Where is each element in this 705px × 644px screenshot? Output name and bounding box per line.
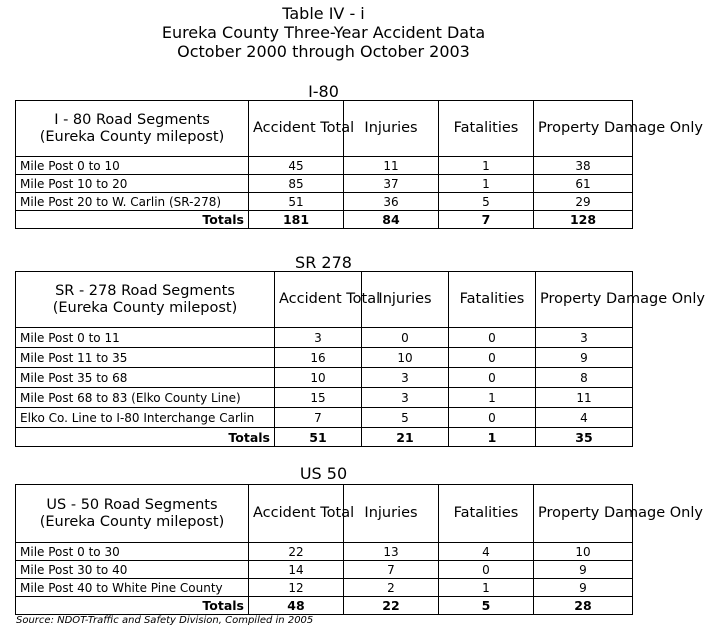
property-damage-cell: 61 [534, 175, 633, 193]
totals-row [16, 428, 633, 447]
header-injuries: Injuries [344, 485, 439, 543]
table-row [16, 561, 633, 579]
table-date-range: October 2000 through October 2003 [177, 42, 470, 61]
property-damage-cell: 11 [536, 388, 633, 408]
fatalities-cell: 1 [439, 579, 534, 597]
accident-total-cell: 15 [275, 388, 362, 408]
segment-header: I - 80 Road Segments (Eureka County milepost) [16, 101, 249, 157]
segment-cell: Mile Post 0 to 10 [16, 157, 249, 175]
injuries-sum: 22 [344, 597, 439, 615]
table-row [16, 543, 633, 561]
table-row [16, 348, 633, 368]
fatalities-sum: 7 [439, 211, 534, 229]
accident-total-cell: 16 [275, 348, 362, 368]
property-damage-cell: 9 [534, 579, 633, 597]
section-title-us50: US 50 [299, 464, 348, 483]
header-accident-total: Accident Total [249, 485, 344, 543]
header-property-damage: Property Damage Only [536, 272, 633, 328]
segment-cell: Mile Post 20 to W. Carlin (SR-278) [16, 193, 249, 211]
injuries-cell: 13 [344, 543, 439, 561]
section-title-sr278: SR 278 [295, 253, 352, 272]
property-damage-sum: 35 [536, 428, 633, 447]
table-row [16, 408, 633, 428]
segment-cell: Mile Post 11 to 35 [16, 348, 275, 368]
table-row [16, 328, 633, 348]
accident-total-cell: 10 [275, 368, 362, 388]
header-fatalities: Fatalities [439, 485, 534, 543]
segment-cell: Mile Post 40 to White Pine County [16, 579, 249, 597]
header-accident-total: Accident Total [249, 101, 344, 157]
injuries-sum: 21 [362, 428, 449, 447]
accident-total-sum: 181 [249, 211, 344, 229]
segment-cell: Mile Post 35 to 68 [16, 368, 275, 388]
injuries-cell: 5 [362, 408, 449, 428]
injuries-cell: 11 [344, 157, 439, 175]
header-row [16, 272, 633, 328]
accident-total-cell: 7 [275, 408, 362, 428]
fatalities-cell: 0 [449, 368, 536, 388]
injuries-cell: 7 [344, 561, 439, 579]
header-row [16, 485, 633, 543]
segment-cell: Mile Post 0 to 11 [16, 328, 275, 348]
header-injuries: Injuries [362, 272, 449, 328]
header-property-damage: Property Damage Only [534, 485, 633, 543]
table-us50 [15, 484, 703, 615]
header-property-damage: Property Damage Only [534, 101, 633, 157]
segment-cell: Mile Post 30 to 40 [16, 561, 249, 579]
accident-total-cell: 22 [249, 543, 344, 561]
table-i80 [15, 100, 703, 229]
injuries-cell: 10 [362, 348, 449, 368]
header-accident-total: Accident Total [275, 272, 362, 328]
table-row [16, 579, 633, 597]
table-row [16, 388, 633, 408]
totals-label: Totals [16, 211, 249, 229]
accident-total-sum: 48 [249, 597, 344, 615]
injuries-cell: 37 [344, 175, 439, 193]
totals-label: Totals [16, 428, 275, 447]
injuries-cell: 0 [362, 328, 449, 348]
accident-total-cell: 14 [249, 561, 344, 579]
header-injuries: Injuries [344, 101, 439, 157]
table-row [16, 157, 633, 175]
fatalities-cell: 0 [439, 561, 534, 579]
fatalities-cell: 1 [439, 175, 534, 193]
segment-cell: Mile Post 0 to 30 [16, 543, 249, 561]
segment-header: US - 50 Road Segments (Eureka County milepost) [16, 485, 249, 543]
property-damage-cell: 29 [534, 193, 633, 211]
property-damage-cell: 9 [536, 348, 633, 368]
segment-header: SR - 278 Road Segments (Eureka County milepost) [16, 272, 275, 328]
property-damage-sum: 128 [534, 211, 633, 229]
totals-row [16, 211, 633, 229]
totals-row [16, 597, 633, 615]
section-title-i80: I-80 [308, 82, 339, 101]
accident-total-cell: 45 [249, 157, 344, 175]
fatalities-cell: 0 [449, 408, 536, 428]
header-row [16, 101, 633, 157]
table-title: Table IV - i [282, 4, 365, 23]
table-sr278 [15, 271, 705, 447]
property-damage-cell: 3 [536, 328, 633, 348]
fatalities-cell: 0 [449, 348, 536, 368]
fatalities-cell: 1 [449, 388, 536, 408]
fatalities-cell: 1 [439, 157, 534, 175]
table-subtitle: Eureka County Three-Year Accident Data [161, 23, 486, 42]
property-damage-cell: 38 [534, 157, 633, 175]
fatalities-cell: 0 [449, 328, 536, 348]
property-damage-cell: 10 [534, 543, 633, 561]
accident-total-cell: 85 [249, 175, 344, 193]
property-damage-cell: 9 [534, 561, 633, 579]
property-damage-cell: 4 [536, 408, 633, 428]
segment-cell: Mile Post 68 to 83 (Elko County Line) [16, 388, 275, 408]
table-row [16, 368, 633, 388]
accident-total-cell: 3 [275, 328, 362, 348]
accident-total-sum: 51 [275, 428, 362, 447]
fatalities-sum: 1 [449, 428, 536, 447]
injuries-cell: 3 [362, 368, 449, 388]
property-damage-cell: 8 [536, 368, 633, 388]
injuries-cell: 2 [344, 579, 439, 597]
source-note: Source: NDOT-Traffic and Safety Division, Compiled in 2005 [16, 615, 314, 626]
property-damage-sum: 28 [534, 597, 633, 615]
accident-total-cell: 12 [249, 579, 344, 597]
header-fatalities: Fatalities [449, 272, 536, 328]
table-row [16, 193, 633, 211]
accident-total-cell: 51 [249, 193, 344, 211]
injuries-sum: 84 [344, 211, 439, 229]
fatalities-sum: 5 [439, 597, 534, 615]
injuries-cell: 36 [344, 193, 439, 211]
header-fatalities: Fatalities [439, 101, 534, 157]
fatalities-cell: 4 [439, 543, 534, 561]
segment-cell: Mile Post 10 to 20 [16, 175, 249, 193]
injuries-cell: 3 [362, 388, 449, 408]
totals-label: Totals [16, 597, 249, 615]
fatalities-cell: 5 [439, 193, 534, 211]
segment-cell: Elko Co. Line to I-80 Interchange Carlin [16, 408, 275, 428]
table-row [16, 175, 633, 193]
